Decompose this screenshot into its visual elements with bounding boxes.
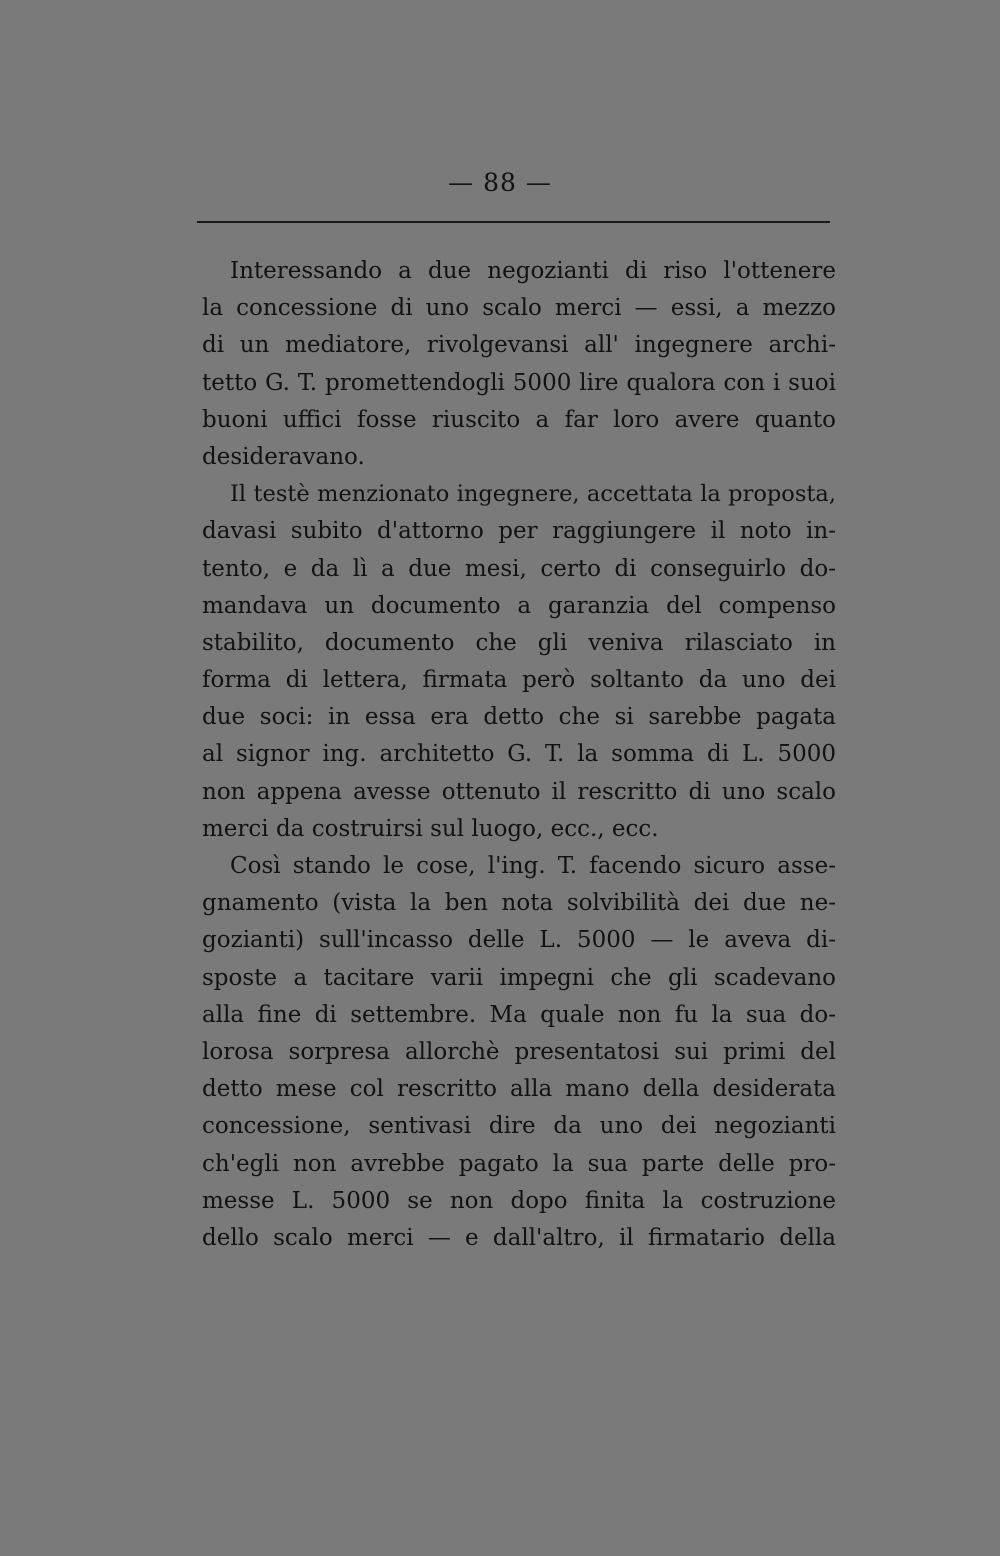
text-line: lorosa sorpresa allorchè presentatosi sui primi del: [202, 1038, 836, 1065]
text-line: mandava un documento a garanzia del compenso: [202, 592, 836, 619]
text-line: Così stando le cose, l'ing. T. facendo sicuro asse-: [230, 853, 836, 879]
text-line: dello scalo merci — e dall'altro, il firmatario della: [202, 1224, 836, 1251]
text-line: gozianti) sull'incasso delle L. 5000 — le aveva di-: [202, 927, 836, 954]
text-line: ch'egli non avrebbe pagato la sua parte delle pro-: [202, 1150, 836, 1177]
text-line: tetto G. T. promettendogli 5000 lire qualora con i suoi: [202, 369, 836, 396]
text-line: al signor ing. architetto G. T. la somma di L. 5000: [202, 741, 836, 768]
text-line: merci da costruirsi sul luogo, ecc., ecc.: [202, 815, 659, 842]
text-line: buoni uffici fosse riuscito a far loro avere quanto: [202, 406, 836, 433]
text-line: alla fine di settembre. Ma quale non fu la sua do-: [202, 1001, 836, 1028]
text-line: detto mese col rescritto alla mano della desiderata: [202, 1076, 836, 1103]
text-line: messe L. 5000 se non dopo finita la costruzione: [202, 1187, 836, 1214]
text-line: Il testè menzionato ingegnere, accettata la proposta,: [230, 481, 836, 508]
text-line: stabilito, documento che gli veniva rilasciato in: [202, 629, 836, 656]
text-line: non appena avesse ottenuto il rescritto di uno scalo: [202, 778, 836, 805]
text-line: davasi subito d'attorno per raggiungere il noto in-: [202, 518, 836, 545]
header-rule: [197, 221, 830, 223]
text-line: concessione, sentivasi dire da uno dei negozianti: [202, 1113, 836, 1140]
text-line: due soci: in essa era detto che si sarebbe pagata: [202, 704, 836, 731]
page-number: — 88 —: [448, 168, 552, 197]
text-line: di un mediatore, rivolgevansi all' ingegnere archi-: [202, 332, 836, 359]
text-line: forma di lettera, firmata però soltanto da uno dei: [202, 667, 836, 694]
text-line: gnamento (vista la ben nota solvibilità dei due ne-: [202, 890, 836, 917]
text-line: desideravano.: [202, 443, 365, 470]
text-line: la concessione di uno scalo merci — essi, a mezzo: [202, 295, 836, 322]
body-text: [202, 253, 836, 1257]
text-line: sposte a tacitare varii impegni che gli scadevano: [202, 964, 836, 991]
text-line: tento, e da lì a due mesi, certo di conseguirlo do-: [202, 555, 836, 582]
text-line: Interessando a due negozianti di riso l'ottenere: [230, 258, 836, 284]
